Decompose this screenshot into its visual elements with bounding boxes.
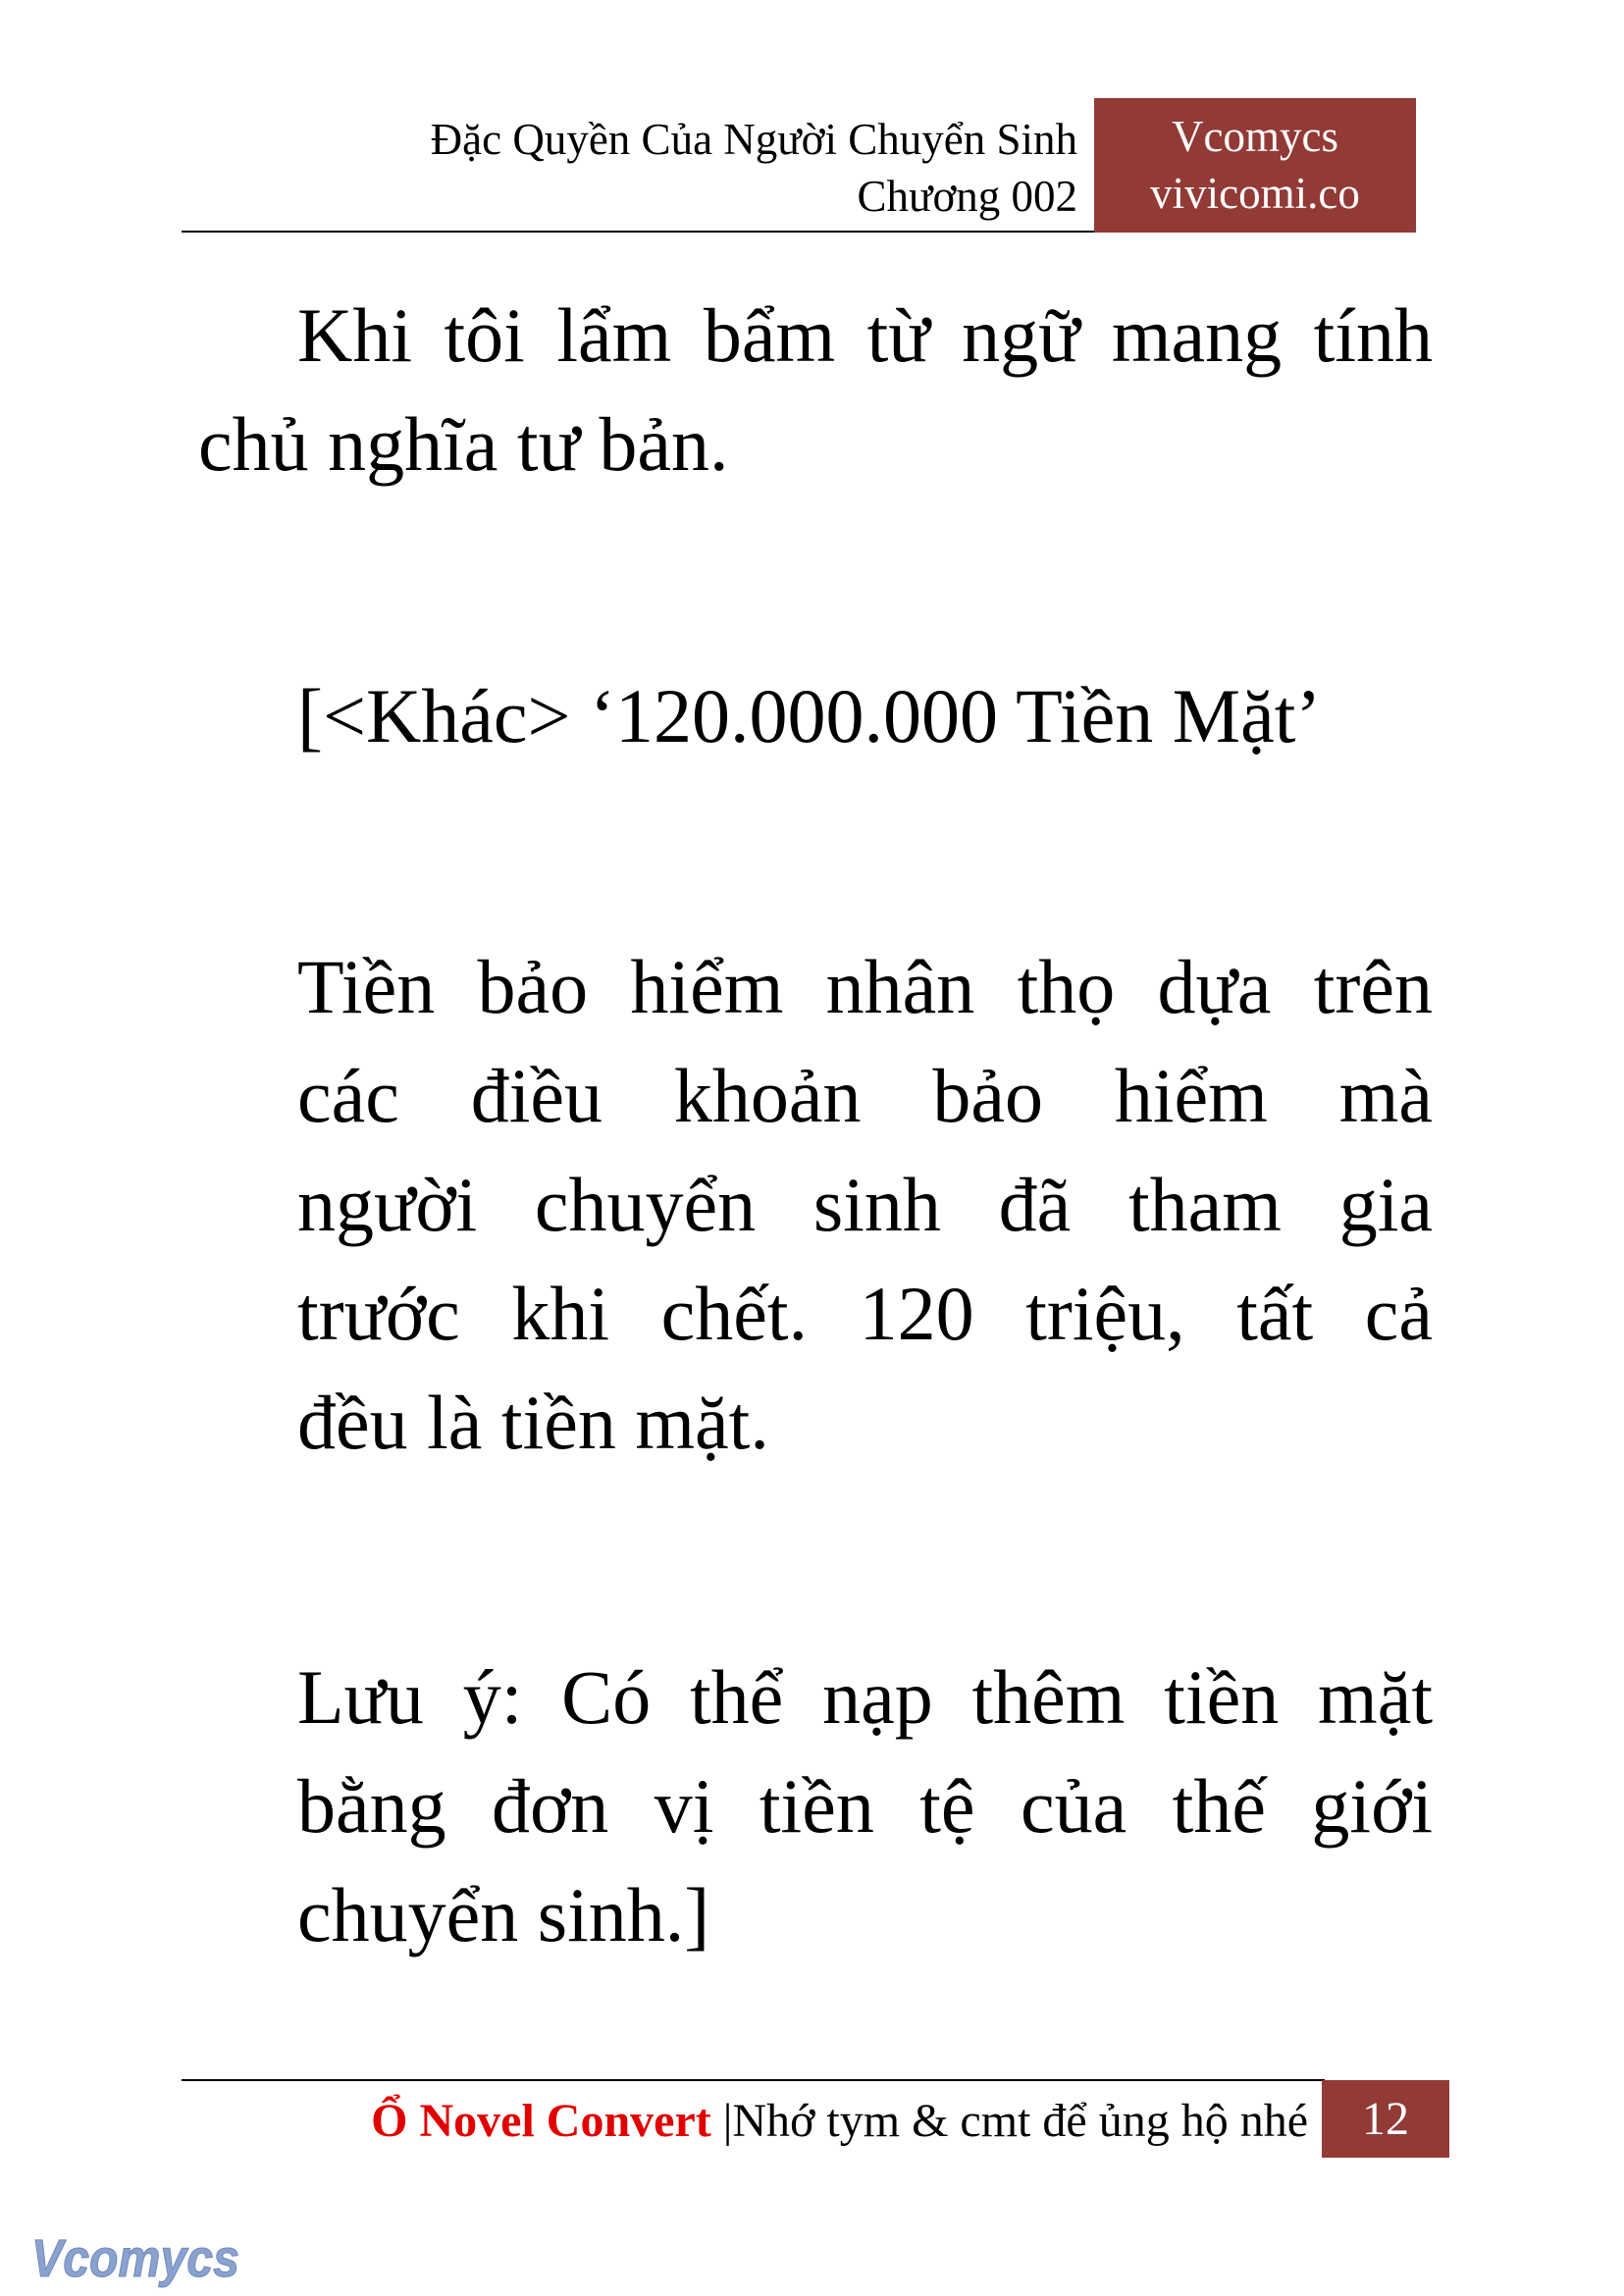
paragraph-line: chuyển sinh.]: [297, 1872, 710, 1957]
footer-brand: Ổ Novel Convert: [371, 2095, 711, 2147]
badge-name: Vcomycs: [1172, 112, 1338, 161]
footer-divider: [182, 2079, 1325, 2081]
page-number: 12: [1322, 2080, 1449, 2158]
site-badge: [1094, 98, 1416, 233]
header-divider: [182, 231, 1094, 233]
paragraph-line: các điều khoản bảo hiểm mà: [297, 1053, 1433, 1138]
system-message-title: [<Khác> ‘120.000.000 Tiền Mặt’: [297, 673, 1322, 758]
paragraph-line: bằng đơn vị tiền tệ của thế giới: [297, 1763, 1433, 1849]
vcomycs-logo-watermark: [29, 2225, 245, 2296]
footer-text: [371, 2092, 1308, 2151]
footer-message: Nhớ tym & cmt để ủng hộ nhé: [732, 2095, 1308, 2147]
chapter-label: Chương 002: [857, 172, 1077, 221]
paragraph-line: trước khi chết. 120 triệu, tất cả: [297, 1271, 1433, 1356]
footer-separator: |: [722, 2095, 733, 2147]
paragraph-line: người chuyển sinh đã tham gia: [297, 1162, 1433, 1247]
book-title: Đặc Quyền Của Người Chuyển Sinh: [430, 115, 1077, 164]
paragraph-line: Tiền bảo hiểm nhân thọ dựa trên: [297, 944, 1433, 1029]
svg-text:Vcomycs: Vcomycs: [31, 2229, 239, 2288]
paragraph-line: Khi tôi lẩm bẩm từ ngữ mang tính: [297, 292, 1433, 378]
paragraph-line: Lưu ý: Có thể nạp thêm tiền mặt: [297, 1654, 1433, 1740]
paragraph-line: chủ nghĩa tư bản.: [198, 401, 729, 487]
paragraph-line: đều là tiền mặt.: [297, 1380, 769, 1465]
badge-url: vivicomi.co: [1150, 169, 1360, 218]
